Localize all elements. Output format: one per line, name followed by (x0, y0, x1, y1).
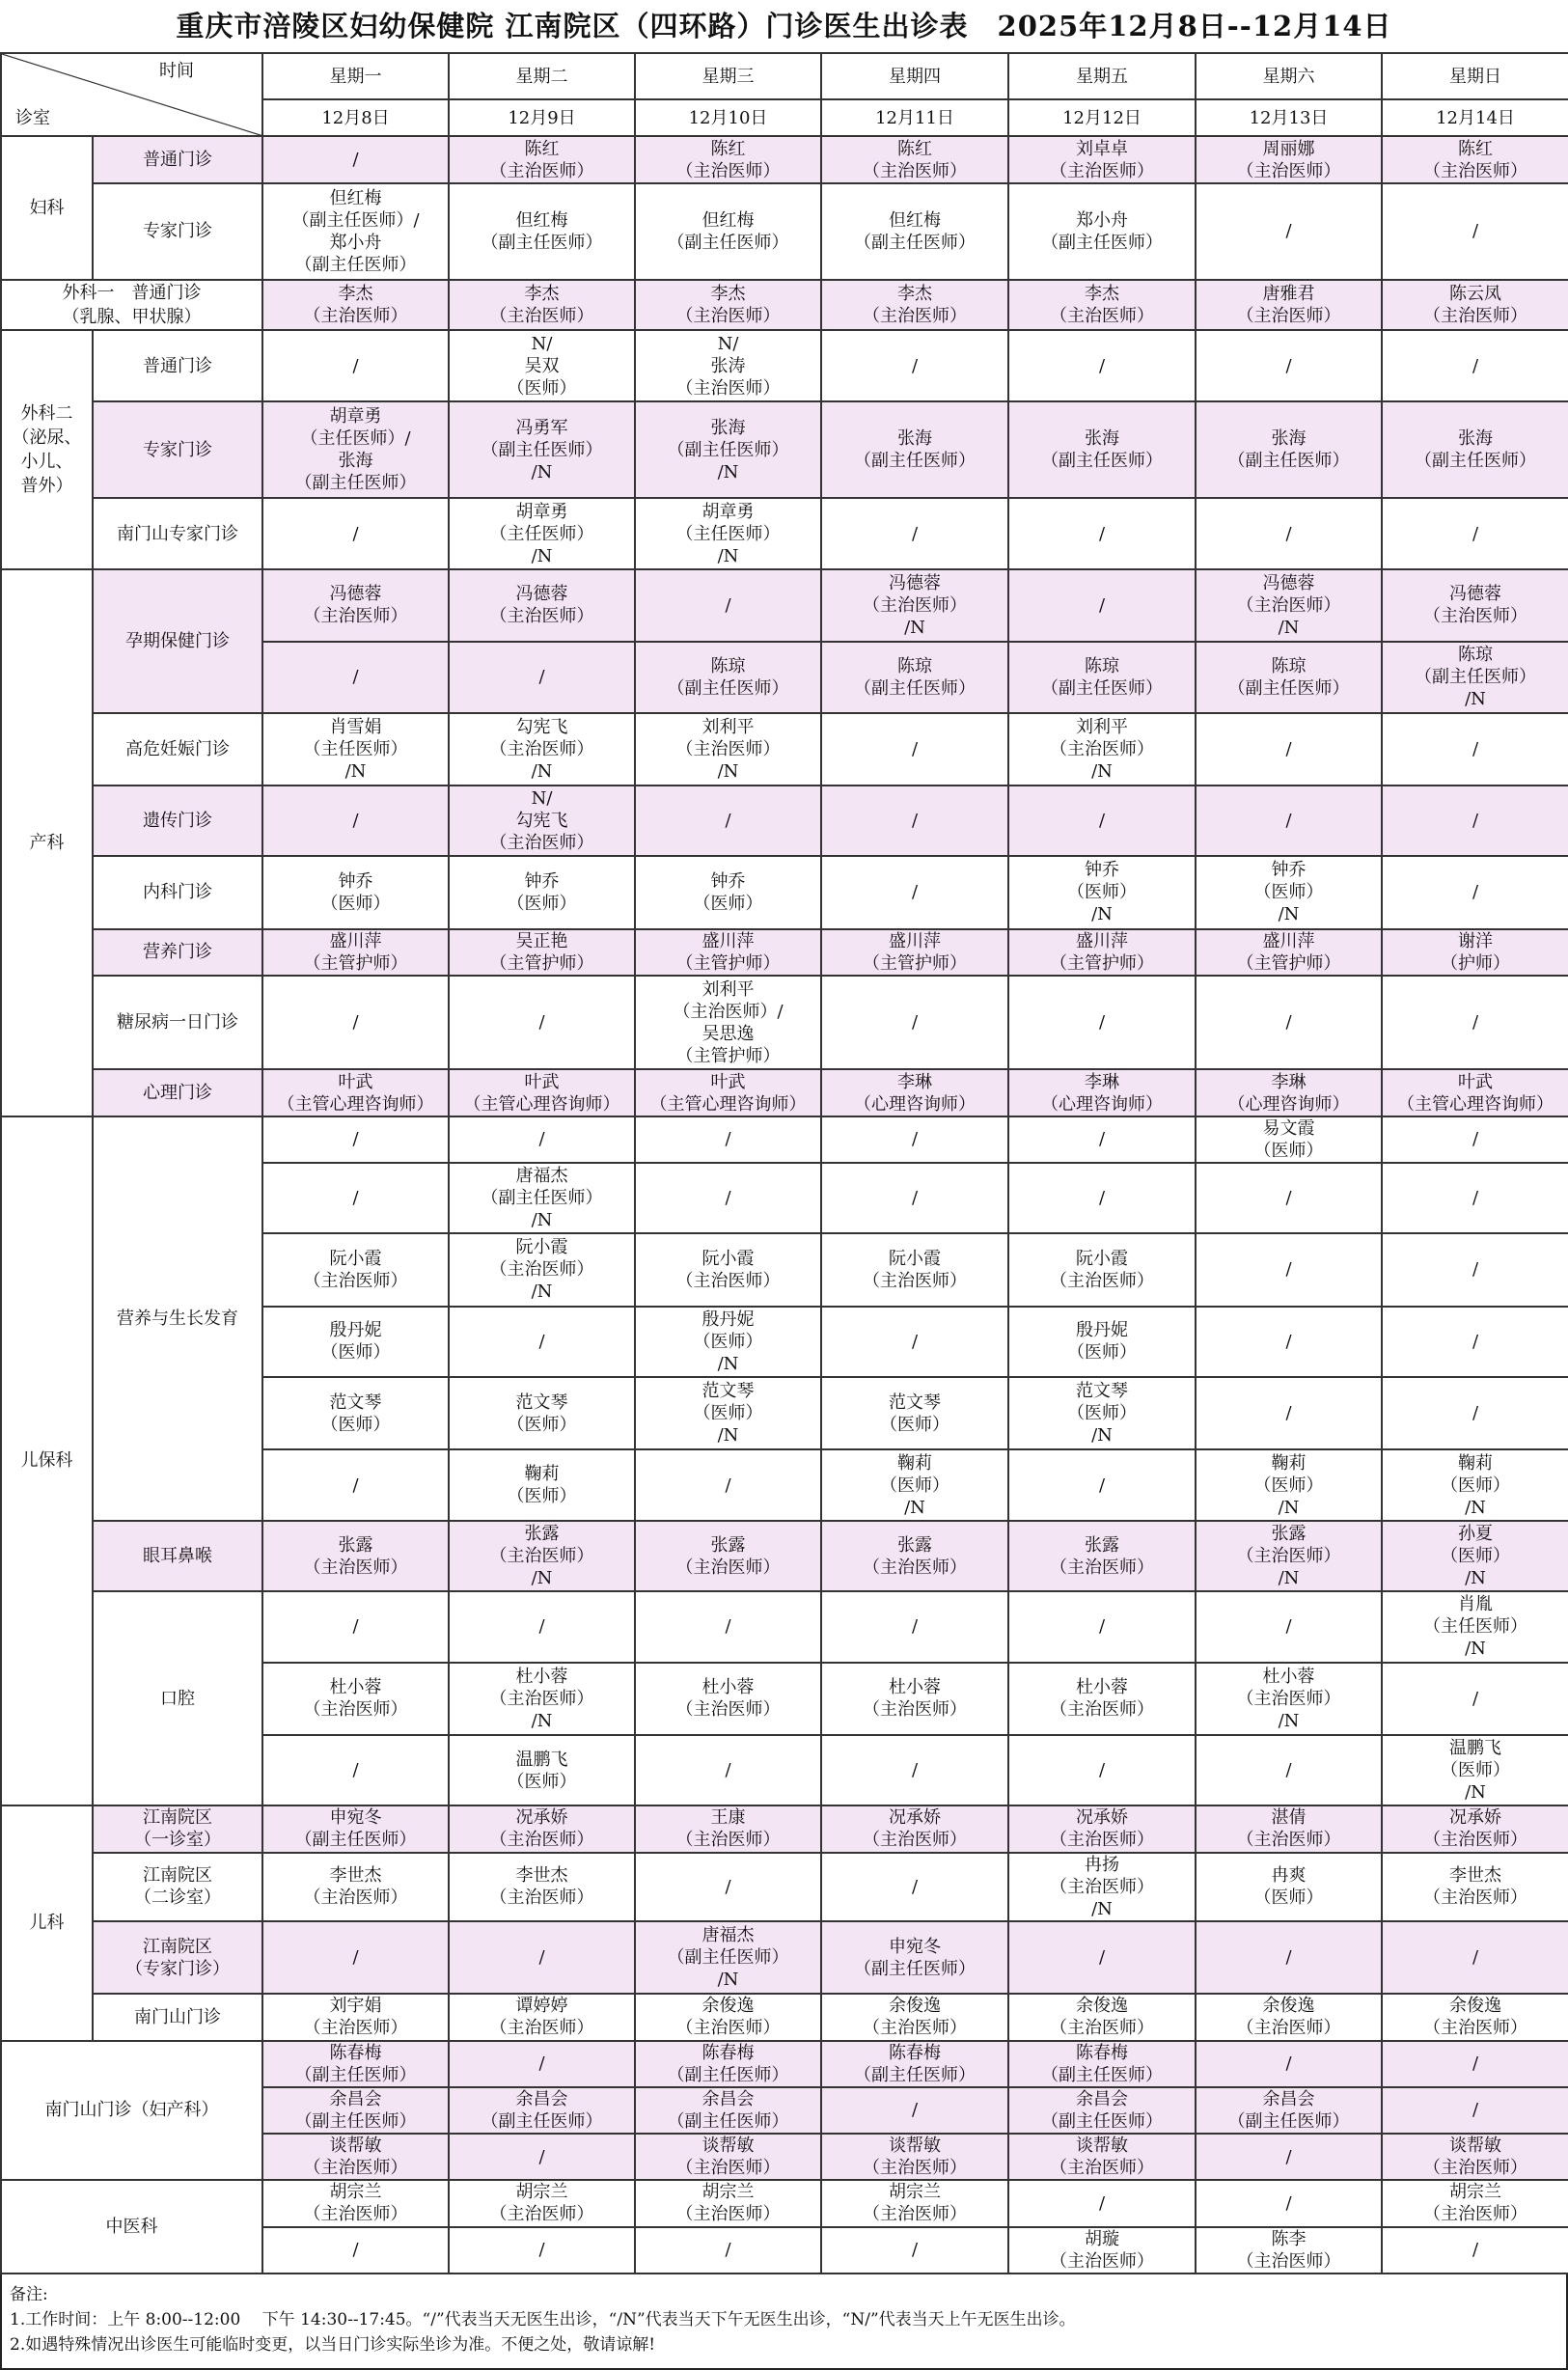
schedule-cell: / (449, 1116, 635, 1163)
schedule-cell: 刘利平 （主治医师） /N (1008, 713, 1196, 785)
schedule-cell: 王康 （主治医师） (635, 1805, 821, 1852)
schedule-cell: 冯德蓉 （主治医师） (449, 569, 635, 642)
schedule-cell: 余俊逸 （主治医师） (821, 1994, 1008, 2040)
schedule-cell: / (262, 785, 449, 856)
header-date: 12月9日 (449, 99, 635, 136)
schedule-cell: / (1382, 785, 1568, 856)
schedule-cell: 申宛冬 （副主任医师） (821, 1921, 1008, 1994)
schedule-cell: / (1382, 713, 1568, 785)
header-date: 12月12日 (1008, 99, 1196, 136)
schedule-cell: 余昌会 （副主任医师） (449, 2087, 635, 2134)
schedule-cell: 唐福杰 （副主任医师） /N (635, 1921, 821, 1994)
schedule-cell: / (262, 2227, 449, 2274)
schedule-cell: / (821, 330, 1008, 400)
schedule-cell: / (262, 498, 449, 568)
schedule-cell: 张海 （副主任医师） (821, 401, 1008, 499)
schedule-cell: 范文琴 （医师） /N (635, 1377, 821, 1449)
dept-label: 产科 (1, 569, 93, 1116)
schedule-cell: N/ 吴双 （医师） (449, 330, 635, 400)
schedule-cell: 范文琴 （医师） /N (1008, 1377, 1196, 1449)
schedule-cell: / (1382, 1233, 1568, 1306)
schedule-cell: / (1196, 183, 1382, 281)
schedule-cell: / (821, 1735, 1008, 1805)
schedule-cell: 余昌会 （副主任医师） (635, 2087, 821, 2134)
schedule-cell: 阮小霞 （主治医师） (1008, 1233, 1196, 1306)
schedule-cell: 李杰 （主治医师） (1008, 280, 1196, 330)
schedule-cell: / (635, 1116, 821, 1163)
schedule-cell: 谈帮敏 （主治医师） (1382, 2134, 1568, 2180)
schedule-cell: 李琳 （心理咨询师） (1196, 1069, 1382, 1116)
schedule-cell: 余昌会 （副主任医师） (262, 2087, 449, 2134)
schedule-cell: 余俊逸 （主治医师） (1008, 1994, 1196, 2040)
schedule-cell: / (821, 2227, 1008, 2274)
schedule-cell: 胡宗兰 （主治医师） (262, 2180, 449, 2226)
schedule-cell: 肖胤 （主任医师） /N (1382, 1591, 1568, 1662)
dept-label: 妇科 (1, 136, 93, 280)
header-time-label: 时间 (159, 61, 194, 81)
header-day: 星期四 (821, 53, 1008, 99)
schedule-cell: 张露 （主治医师） (821, 1521, 1008, 1591)
schedule-cell: / (1196, 1921, 1382, 1994)
schedule-cell: 况承娇 （主治医师） (449, 1805, 635, 1852)
header-day: 星期三 (635, 53, 821, 99)
schedule-cell: 申宛冬 （副主任医师） (262, 1805, 449, 1852)
schedule-cell: / (1008, 569, 1196, 642)
dept-label: 外科一 普通门诊 （乳腺、甲状腺） (1, 280, 262, 330)
schedule-cell: 陈琼 （副主任医师） /N (1382, 642, 1568, 712)
header-date: 12月8日 (262, 99, 449, 136)
clinic-label: 专家门诊 (93, 401, 262, 499)
schedule-cell: 陈红 （主治医师） (1382, 136, 1568, 182)
schedule-cell: 张露 （主治医师） /N (449, 1521, 635, 1591)
schedule-cell: / (1008, 785, 1196, 856)
header-day: 星期六 (1196, 53, 1382, 99)
schedule-cell: 陈琼 （副主任医师） (1008, 642, 1196, 712)
schedule-cell: 杜小蓉 （主治医师） (262, 1663, 449, 1735)
schedule-cell: 陈红 （主治医师） (821, 136, 1008, 182)
schedule-cell: / (635, 1163, 821, 1233)
schedule-cell: 张海 （副主任医师） (1196, 401, 1382, 499)
schedule-cell: / (1196, 2134, 1382, 2180)
schedule-cell: / (449, 976, 635, 1070)
schedule-cell: 张海 （副主任医师） (1382, 401, 1568, 499)
schedule-cell: 阮小霞 （主治医师） (635, 1233, 821, 1306)
schedule-cell: 余俊逸 （主治医师） (1196, 1994, 1382, 2040)
schedule-cell: 况承娇 （主治医师） (1382, 1805, 1568, 1852)
schedule-cell: 勾宪飞 （主治医师） /N (449, 713, 635, 785)
schedule-cell: 刘利平 （主治医师）/ 吴思逸 （主管护师） (635, 976, 821, 1070)
schedule-cell: / (449, 1307, 635, 1377)
schedule-cell: / (262, 1591, 449, 1662)
schedule-cell: 叶武 （主管心理咨询师） (635, 1069, 821, 1116)
clinic-label: 营养门诊 (93, 929, 262, 976)
schedule-cell: / (1196, 1591, 1382, 1662)
schedule-cell: 陈琼 （副主任医师） (821, 642, 1008, 712)
dept-label: 中医科 (1, 2180, 262, 2274)
schedule-cell: 易文霞 （医师） (1196, 1116, 1382, 1163)
schedule-cell: / (1196, 330, 1382, 400)
schedule-cell: / (821, 856, 1008, 928)
schedule-cell: 陈琼 （副主任医师） (1196, 642, 1382, 712)
schedule-cell: 张露 （主治医师） (262, 1521, 449, 1591)
schedule-cell: / (1382, 183, 1568, 281)
schedule-cell: 冉扬 （主治医师） /N (1008, 1853, 1196, 1921)
schedule-cell: / (1008, 1921, 1196, 1994)
schedule-cell: 谈帮敏 （主治医师） (1008, 2134, 1196, 2180)
schedule-cell: 张露 （主治医师） (1008, 1521, 1196, 1591)
schedule-cell: N/ 勾宪飞 （主治医师） (449, 785, 635, 856)
schedule-cell: 范文琴 （医师） (262, 1377, 449, 1449)
schedule-cell: 余俊逸 （主治医师） (635, 1994, 821, 2040)
schedule-cell: / (262, 1735, 449, 1805)
schedule-cell: 冯德蓉 （主治医师） /N (821, 569, 1008, 642)
clinic-label: 遗传门诊 (93, 785, 262, 856)
schedule-cell: 盛川萍 （主管护师） (1196, 929, 1382, 976)
schedule-cell: / (821, 498, 1008, 568)
notes-heading: 备注: (10, 2285, 48, 2304)
schedule-cell: / (449, 2041, 635, 2087)
clinic-label: 心理门诊 (93, 1069, 262, 1116)
schedule-cell: 陈红 （主治医师） (635, 136, 821, 182)
schedule-cell: 盛川萍 （主管护师） (262, 929, 449, 976)
header-date: 12月13日 (1196, 99, 1382, 136)
schedule-cell: 钟乔 （医师） (262, 856, 449, 928)
schedule-cell: 谈帮敏 （主治医师） (262, 2134, 449, 2180)
schedule-cell: 盛川萍 （主管护师） (821, 929, 1008, 976)
schedule-cell: / (1382, 2227, 1568, 2274)
clinic-label: 普通门诊 (93, 136, 262, 182)
schedule-cell: 周丽娜 （主治医师） (1196, 136, 1382, 182)
clinic-label: 眼耳鼻喉 (93, 1521, 262, 1591)
schedule-cell: 温鹏飞 （医师） /N (1382, 1735, 1568, 1805)
schedule-cell: 陈红 （主治医师） (449, 136, 635, 182)
schedule-cell: 余昌会 （副主任医师） (1008, 2087, 1196, 2134)
schedule-cell: 但红梅 （副主任医师）/ 郑小舟 （副主任医师） (262, 183, 449, 281)
schedule-cell: 鞠莉 （医师） /N (1196, 1449, 1382, 1520)
schedule-cell: 张海 （副主任医师） (1008, 401, 1196, 499)
schedule-cell: 胡章勇 （主任医师） /N (635, 498, 821, 568)
schedule-cell: / (1382, 1377, 1568, 1449)
schedule-cell: 鞠莉 （医师） /N (1382, 1449, 1568, 1520)
schedule-cell: 吴正艳 （主管护师） (449, 929, 635, 976)
schedule-cell: 李世杰 （主治医师） (449, 1853, 635, 1921)
schedule-cell: / (1382, 1116, 1568, 1163)
schedule-cell: 张露 （主治医师） /N (1196, 1521, 1382, 1591)
clinic-label: 内科门诊 (93, 856, 262, 928)
schedule-cell: 谈帮敏 （主治医师） (635, 2134, 821, 2180)
schedule-cell: / (1008, 1449, 1196, 1520)
schedule-cell: 胡宗兰 （主治医师） (1382, 2180, 1568, 2226)
schedule-cell: / (262, 136, 449, 182)
schedule-cell: / (1196, 1163, 1382, 1233)
header-date: 12月14日 (1382, 99, 1568, 136)
schedule-cell: 陈李 （主治医师） (1196, 2227, 1382, 2274)
schedule-cell: 张露 （主治医师） (635, 1521, 821, 1591)
schedule-cell: 李杰 （主治医师） (635, 280, 821, 330)
schedule-cell: 殷丹妮 （医师） /N (635, 1307, 821, 1377)
schedule-cell: N/ 张涛 （主治医师） (635, 330, 821, 400)
schedule-cell: 温鹏飞 （医师） (449, 1735, 635, 1805)
schedule-cell: 湛倩 （主治医师） (1196, 1805, 1382, 1852)
schedule-cell: / (1196, 1735, 1382, 1805)
schedule-cell: 盛川萍 （主管护师） (635, 929, 821, 976)
schedule-cell: 孙夏 （医师） /N (1382, 1521, 1568, 1591)
schedule-cell: 范文琴 （医师） (821, 1377, 1008, 1449)
clinic-label: 孕期保健门诊 (93, 569, 262, 713)
schedule-cell: / (262, 330, 449, 400)
schedule-cell: 殷丹妮 （医师） (1008, 1307, 1196, 1377)
schedule-cell: / (1008, 2180, 1196, 2226)
clinic-label: 江南院区 （二诊室） (93, 1853, 262, 1921)
schedule-cell: 胡璇 （主治医师） (1008, 2227, 1196, 2274)
schedule-cell: 杜小蓉 （主治医师） (821, 1663, 1008, 1735)
header-date: 12月11日 (821, 99, 1008, 136)
schedule-cell: / (1008, 1163, 1196, 1233)
schedule-cell: / (1196, 785, 1382, 856)
schedule-cell: 李琳 （心理咨询师） (1008, 1069, 1196, 1116)
schedule-cell: 鞠莉 （医师） (449, 1449, 635, 1520)
schedule-cell: 叶武 （主管心理咨询师） (449, 1069, 635, 1116)
schedule-cell: / (821, 976, 1008, 1070)
schedule-cell: / (1196, 1377, 1382, 1449)
schedule-table (0, 52, 1568, 2274)
schedule-cell: / (1382, 976, 1568, 1070)
schedule-cell: 余昌会 （副主任医师） (1196, 2087, 1382, 2134)
schedule-cell: 李杰 （主治医师） (821, 280, 1008, 330)
schedule-cell: / (1008, 1735, 1196, 1805)
schedule-cell: / (1382, 1663, 1568, 1735)
schedule-cell: 胡宗兰 （主治医师） (821, 2180, 1008, 2226)
schedule-cell: / (262, 1449, 449, 1520)
schedule-cell: 但红梅 （副主任医师） (635, 183, 821, 281)
dept-label: 儿科 (1, 1805, 93, 2040)
schedule-cell: / (1008, 330, 1196, 400)
clinic-label: 糖尿病一日门诊 (93, 976, 262, 1070)
schedule-cell: 盛川萍 （主管护师） (1008, 929, 1196, 976)
schedule-cell: 余俊逸 （主治医师） (1382, 1994, 1568, 2040)
schedule-cell: 钟乔 （医师） /N (1008, 856, 1196, 928)
notes (0, 2274, 1568, 2370)
schedule-cell: 冯德蓉 （主治医师） /N (1196, 569, 1382, 642)
schedule-cell: 李杰 （主治医师） (262, 280, 449, 330)
schedule-cell: 冯德蓉 （主治医师） (262, 569, 449, 642)
header-day: 星期日 (1382, 53, 1568, 99)
clinic-label: 江南院区 （一诊室） (93, 1805, 262, 1852)
schedule-cell: 杜小蓉 （主治医师） (635, 1663, 821, 1735)
clinic-label: 南门山专家门诊 (93, 498, 262, 568)
schedule-cell: / (821, 2087, 1008, 2134)
clinic-label: 口腔 (93, 1591, 262, 1805)
schedule-cell: 但红梅 （副主任医师） (449, 183, 635, 281)
schedule-cell: 胡宗兰 （主治医师） (449, 2180, 635, 2226)
header-date: 12月10日 (635, 99, 821, 136)
dept-label: 儿保科 (1, 1116, 93, 1806)
schedule-cell: / (635, 1449, 821, 1520)
schedule-cell: / (1196, 498, 1382, 568)
clinic-label: 普通门诊 (93, 330, 262, 400)
schedule-cell: 陈春梅 （副主任医师） (635, 2041, 821, 2087)
schedule-cell: / (635, 785, 821, 856)
schedule-cell: / (262, 642, 449, 712)
schedule-cell: / (821, 1591, 1008, 1662)
schedule-cell: / (262, 976, 449, 1070)
schedule-cell: / (1196, 2180, 1382, 2226)
schedule-cell: 杜小蓉 （主治医师） /N (449, 1663, 635, 1735)
schedule-cell: 阮小霞 （主治医师） /N (449, 1233, 635, 1306)
schedule-cell: 杜小蓉 （主治医师） /N (1196, 1663, 1382, 1735)
schedule-cell: / (1008, 498, 1196, 568)
schedule-cell: / (1382, 498, 1568, 568)
schedule-cell: / (821, 1853, 1008, 1921)
dept-label: 外科二 （泌尿、 小儿、 普外） (1, 330, 93, 568)
schedule-cell: / (635, 2227, 821, 2274)
schedule-cell: 阮小霞 （主治医师） (821, 1233, 1008, 1306)
schedule-cell: 陈云凤 （主治医师） (1382, 280, 1568, 330)
schedule-cell: 胡章勇 （主任医师）/ 张海 （副主任医师） (262, 401, 449, 499)
header-corner (1, 53, 262, 136)
page-title: 重庆市涪陵区妇幼保健院 江南院区（四环路）门诊医生出诊表 2025年12月8日--12月14日 (176, 10, 1392, 42)
clinic-label: 高危妊娠门诊 (93, 713, 262, 785)
schedule-cell: 殷丹妮 （医师） (262, 1307, 449, 1377)
schedule-cell: / (635, 1853, 821, 1921)
clinic-label: 江南院区 （专家门诊） (93, 1921, 262, 1994)
clinic-label: 专家门诊 (93, 183, 262, 281)
schedule-cell: / (262, 1921, 449, 1994)
schedule-cell: / (449, 1921, 635, 1994)
schedule-cell: / (821, 713, 1008, 785)
schedule-cell: 刘宇娟 （主治医师） (262, 1994, 449, 2040)
schedule-cell: / (1382, 856, 1568, 928)
schedule-cell: 但红梅 （副主任医师） (821, 183, 1008, 281)
schedule-cell: 李世杰 （主治医师） (1382, 1853, 1568, 1921)
header-room-label: 诊室 (15, 108, 50, 129)
header-day: 星期五 (1008, 53, 1196, 99)
schedule-cell: 叶武 （主管心理咨询师） (262, 1069, 449, 1116)
schedule-cell: 谈帮敏 （主治医师） (821, 2134, 1008, 2180)
schedule-cell: 叶武 （主管心理咨询师） (1382, 1069, 1568, 1116)
schedule-cell: 冯勇军 （副主任医师） /N (449, 401, 635, 499)
schedule-cell: / (262, 1116, 449, 1163)
schedule-cell: / (1196, 1307, 1382, 1377)
schedule-cell: 谭婷婷 （主治医师） (449, 1994, 635, 2040)
schedule-cell: / (821, 1116, 1008, 1163)
schedule-cell: 陈春梅 （副主任医师） (821, 2041, 1008, 2087)
schedule-cell: 钟乔 （医师） (635, 856, 821, 928)
schedule-cell: / (635, 1591, 821, 1662)
schedule-cell: / (1382, 1307, 1568, 1377)
schedule-cell: / (1382, 1921, 1568, 1994)
notes-line-2: 2.如遇特殊情况出诊医生可能临时变更，以当日门诊实际坐诊为准。不便之处，敬请谅解! (10, 2335, 656, 2355)
schedule-cell: 陈春梅 （副主任医师） (262, 2041, 449, 2087)
notes-line-1: 1.工作时间：上午 8:00--12:00 下午 14:30--17:45。“/”代表当天无医生出诊，“/N”代表当天下午无医生出诊，“N/”代表当天上午无医生出诊。 (10, 2310, 1076, 2329)
schedule-cell: / (635, 1735, 821, 1805)
header-day: 星期一 (262, 53, 449, 99)
schedule-cell: / (1196, 976, 1382, 1070)
schedule-cell: 李世杰 （主治医师） (262, 1853, 449, 1921)
schedule-cell: / (1196, 1233, 1382, 1306)
schedule-cell: 谢洋 （护师） (1382, 929, 1568, 976)
schedule-cell: 钟乔 （医师） (449, 856, 635, 928)
schedule-cell: / (1382, 2041, 1568, 2087)
schedule-cell: 郑小舟 （副主任医师） (1008, 183, 1196, 281)
schedule-cell: 李琳 （心理咨询师） (821, 1069, 1008, 1116)
schedule-cell: 唐福杰 （副主任医师） /N (449, 1163, 635, 1233)
clinic-label: 南门山门诊 (93, 1994, 262, 2040)
schedule-cell: / (821, 1307, 1008, 1377)
schedule-cell: / (449, 2134, 635, 2180)
clinic-label: 营养与生长发育 (93, 1116, 262, 1521)
schedule-cell: 陈琼 （副主任医师） (635, 642, 821, 712)
schedule-cell: 李杰 （主治医师） (449, 280, 635, 330)
schedule-cell: 冯德蓉 （主治医师） (1382, 569, 1568, 642)
schedule-cell: 张海 （副主任医师） /N (635, 401, 821, 499)
schedule-cell: / (1196, 713, 1382, 785)
schedule-cell: 钟乔 （医师） /N (1196, 856, 1382, 928)
schedule-cell: / (1382, 330, 1568, 400)
schedule-cell: 唐雅君 （主治医师） (1196, 280, 1382, 330)
schedule-cell: / (262, 1163, 449, 1233)
schedule-cell: 鞠莉 （医师） /N (821, 1449, 1008, 1520)
schedule-cell: / (1008, 976, 1196, 1070)
schedule-cell: 杜小蓉 （主治医师） (1008, 1663, 1196, 1735)
schedule-cell: 胡宗兰 （主治医师） (635, 2180, 821, 2226)
schedule-cell: 况承娇 （主治医师） (1008, 1805, 1196, 1852)
schedule-cell: 阮小霞 （主治医师） (262, 1233, 449, 1306)
schedule-cell: / (635, 569, 821, 642)
schedule-cell: / (1382, 1163, 1568, 1233)
schedule-cell: / (1196, 2041, 1382, 2087)
schedule-cell: 陈春梅 （副主任医师） (1008, 2041, 1196, 2087)
schedule-cell: 胡章勇 （主任医师） /N (449, 498, 635, 568)
schedule-cell: 刘卓卓 （主治医师） (1008, 136, 1196, 182)
schedule-cell: / (449, 2227, 635, 2274)
schedule-cell: / (1008, 1591, 1196, 1662)
schedule-cell: / (821, 1163, 1008, 1233)
schedule-cell: 肖雪娟 （主任医师） /N (262, 713, 449, 785)
dept-label: 南门山门诊（妇产科） (1, 2041, 262, 2181)
schedule-cell: / (1008, 1116, 1196, 1163)
schedule-cell: / (449, 1591, 635, 1662)
header-day: 星期二 (449, 53, 635, 99)
schedule-cell: 冉爽 （医师） (1196, 1853, 1382, 1921)
schedule-cell: 范文琴 （医师） (449, 1377, 635, 1449)
schedule-cell: / (449, 642, 635, 712)
schedule-cell: 刘利平 （主治医师） /N (635, 713, 821, 785)
schedule-cell: 况承娇 （主治医师） (821, 1805, 1008, 1852)
schedule-cell: / (1382, 2087, 1568, 2134)
schedule-cell: / (821, 785, 1008, 856)
